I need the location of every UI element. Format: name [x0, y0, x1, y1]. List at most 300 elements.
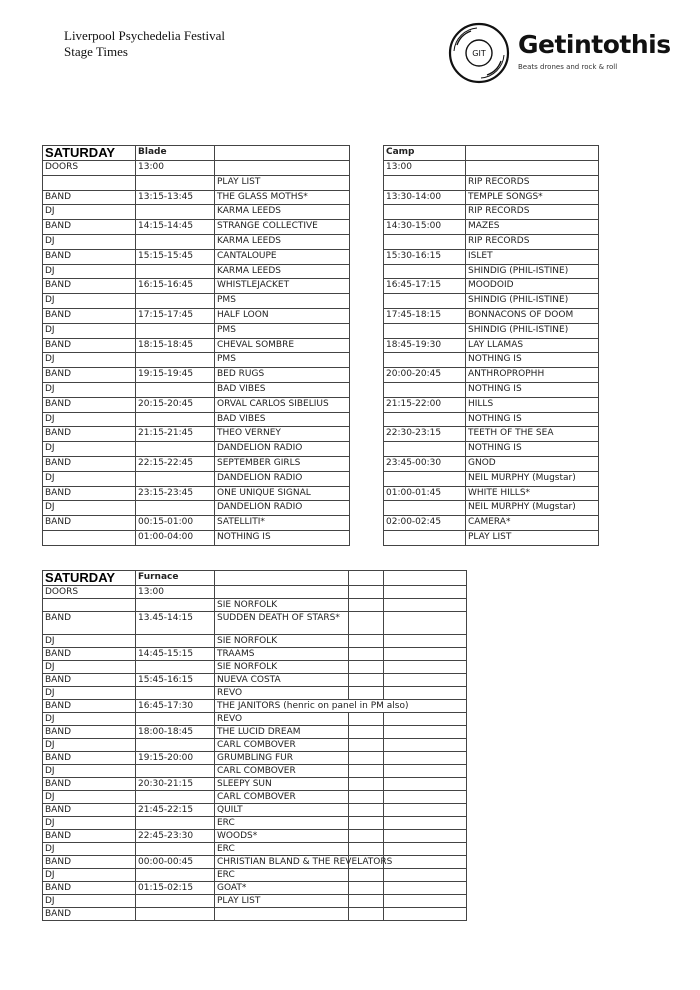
schedule-cell: WHISTLEJACKET	[215, 279, 350, 294]
schedule-cell	[384, 530, 466, 545]
empty-cell	[349, 713, 384, 726]
schedule-row	[43, 175, 350, 190]
schedule-cell	[136, 205, 215, 220]
schedule-row	[43, 648, 467, 661]
schedule-cell	[136, 791, 215, 804]
schedule-row	[43, 726, 467, 739]
schedule-row	[43, 895, 467, 908]
empty-cell	[349, 843, 384, 856]
schedule-cell: BAND	[43, 612, 136, 635]
schedule-cell: 23:45-00:30	[384, 456, 466, 471]
schedule-cell: DJ	[43, 412, 136, 427]
schedule-cell: REVO	[215, 713, 349, 726]
schedule-row	[384, 190, 599, 205]
schedule-cell: HILLS	[466, 397, 599, 412]
schedule-cell: 02:00-02:45	[384, 516, 466, 531]
schedule-cell: DANDELION RADIO	[215, 442, 350, 457]
empty-cell	[349, 674, 384, 687]
schedule-cell: BED RUGS	[215, 368, 350, 383]
schedule-cell: LAY LLAMAS	[466, 338, 599, 353]
schedule-cell: NOTHING IS	[215, 530, 350, 545]
schedule-row	[384, 427, 599, 442]
empty-cell	[349, 635, 384, 648]
schedule-row	[43, 308, 350, 323]
schedule-cell	[384, 175, 466, 190]
schedule-row	[384, 279, 599, 294]
empty-cell	[349, 778, 384, 791]
empty-cell	[349, 661, 384, 674]
schedule-cell: CARL COMBOVER	[215, 791, 349, 804]
empty-cell	[349, 765, 384, 778]
schedule-cell: 22:45-23:30	[136, 830, 215, 843]
schedule-cell: 22:30-23:15	[384, 427, 466, 442]
schedule-row	[384, 412, 599, 427]
schedule-row	[384, 368, 599, 383]
schedule-row	[43, 353, 350, 368]
schedule-row	[384, 220, 599, 235]
schedule-cell: DJ	[43, 323, 136, 338]
schedule-row	[43, 486, 350, 501]
empty-cell	[384, 869, 467, 882]
schedule-cell	[215, 161, 350, 176]
schedule-cell	[384, 234, 466, 249]
blade-stage-schedule	[42, 145, 350, 546]
schedule-cell: 23:15-23:45	[136, 486, 215, 501]
schedule-cell	[136, 323, 215, 338]
camp-stage-schedule	[383, 145, 599, 546]
schedule-cell: 01:00-01:45	[384, 486, 466, 501]
schedule-cell: BAND	[43, 456, 136, 471]
schedule-cell: NOTHING IS	[466, 382, 599, 397]
schedule-cell: BAND	[43, 752, 136, 765]
empty-cell	[384, 648, 467, 661]
schedule-cell	[43, 175, 136, 190]
schedule-cell: NOTHING IS	[466, 442, 599, 457]
schedule-cell: DJ	[43, 739, 136, 752]
schedule-row	[384, 456, 599, 471]
schedule-row	[43, 843, 467, 856]
schedule-cell: BAND	[43, 882, 136, 895]
schedule-cell	[136, 869, 215, 882]
schedule-cell	[136, 713, 215, 726]
schedule-row	[43, 220, 350, 235]
schedule-cell	[43, 599, 136, 612]
schedule-cell: RIP RECORDS	[466, 205, 599, 220]
schedule-cell	[43, 530, 136, 545]
schedule-row	[43, 586, 467, 599]
schedule-cell: NUEVA COSTA	[215, 674, 349, 687]
schedule-cell: BAND	[43, 368, 136, 383]
schedule-cell: BAND	[43, 397, 136, 412]
vinyl-record-icon	[448, 22, 510, 84]
schedule-cell: PMS	[215, 294, 350, 309]
schedule-cell: BAND	[43, 856, 136, 869]
schedule-cell: WHITE HILLS*	[466, 486, 599, 501]
schedule-row	[384, 353, 599, 368]
logo-title: Getintothis	[518, 30, 671, 59]
empty-cell	[384, 791, 467, 804]
logo-badge-text: GIT	[472, 49, 486, 58]
schedule-row	[384, 338, 599, 353]
schedule-cell: DJ	[43, 895, 136, 908]
schedule-row	[384, 234, 599, 249]
schedule-cell: CANTALOUPE	[215, 249, 350, 264]
schedule-cell: 22:15-22:45	[136, 456, 215, 471]
schedule-cell: DJ	[43, 353, 136, 368]
schedule-cell: 21:15-22:00	[384, 397, 466, 412]
empty-cell	[384, 752, 467, 765]
schedule-cell: BAND	[43, 700, 136, 713]
schedule-cell: BAND	[43, 427, 136, 442]
empty-cell	[349, 817, 384, 830]
schedule-row	[43, 700, 467, 713]
logo-tagline: Beats drones and rock & roll	[518, 63, 618, 71]
schedule-cell: DJ	[43, 713, 136, 726]
schedule-cell: KARMA LEEDS	[215, 205, 350, 220]
schedule-row	[384, 501, 599, 516]
schedule-cell: 20:15-20:45	[136, 397, 215, 412]
schedule-cell: 19:15-19:45	[136, 368, 215, 383]
schedule-cell: DJ	[43, 661, 136, 674]
schedule-cell: 16:45-17:30	[136, 700, 215, 713]
schedule-cell: 21:15-21:45	[136, 427, 215, 442]
schedule-cell: DJ	[43, 817, 136, 830]
schedule-cell: MOODOID	[466, 279, 599, 294]
schedule-cell: SHINDIG (PHIL-ISTINE)	[466, 294, 599, 309]
schedule-cell: THE LUCID DREAM	[215, 726, 349, 739]
schedule-cell: 01:15-02:15	[136, 882, 215, 895]
schedule-cell: TEETH OF THE SEA	[466, 427, 599, 442]
schedule-cell: BAND	[43, 804, 136, 817]
schedule-cell	[136, 442, 215, 457]
schedule-cell: NEIL MURPHY (Mugstar)	[466, 501, 599, 516]
schedule-cell: MAZES	[466, 220, 599, 235]
schedule-cell: DJ	[43, 264, 136, 279]
schedule-cell: ANTHROPROPHH	[466, 368, 599, 383]
schedule-cell: 20:30-21:15	[136, 778, 215, 791]
schedule-cell: 16:45-17:15	[384, 279, 466, 294]
schedule-cell: DOORS	[43, 161, 136, 176]
schedule-cell: BAND	[43, 220, 136, 235]
schedule-cell: DJ	[43, 234, 136, 249]
schedule-cell: 16:15-16:45	[136, 279, 215, 294]
schedule-cell: DOORS	[43, 586, 136, 599]
schedule-cell: BAND	[43, 338, 136, 353]
empty-cell	[384, 817, 467, 830]
schedule-cell: HALF LOON	[215, 308, 350, 323]
schedule-row	[43, 739, 467, 752]
empty-cell	[384, 843, 467, 856]
schedule-cell: DJ	[43, 205, 136, 220]
schedule-row	[43, 713, 467, 726]
schedule-row	[384, 175, 599, 190]
schedule-row	[43, 516, 350, 531]
schedule-cell	[466, 161, 599, 176]
schedule-cell: BAND	[43, 726, 136, 739]
schedule-cell: BAND	[43, 486, 136, 501]
schedule-cell: BAD VIBES	[215, 382, 350, 397]
schedule-row	[43, 765, 467, 778]
schedule-row	[43, 234, 350, 249]
schedule-cell: DJ	[43, 501, 136, 516]
empty-cell	[384, 612, 467, 635]
schedule-cell: GNOD	[466, 456, 599, 471]
schedule-row	[43, 687, 467, 700]
schedule-row	[43, 471, 350, 486]
document-header	[64, 28, 225, 60]
schedule-row	[384, 161, 599, 176]
empty-cell	[384, 765, 467, 778]
schedule-cell: WOODS*	[215, 830, 349, 843]
schedule-cell: SLEEPY SUN	[215, 778, 349, 791]
schedule-cell: BAND	[43, 674, 136, 687]
schedule-cell	[384, 501, 466, 516]
empty-cell	[349, 726, 384, 739]
schedule-cell: BAND	[43, 190, 136, 205]
schedule-row	[43, 205, 350, 220]
schedule-row	[43, 791, 467, 804]
schedule-cell	[136, 175, 215, 190]
schedule-cell: 18:15-18:45	[136, 338, 215, 353]
schedule-cell: QUILT	[215, 804, 349, 817]
schedule-cell: THE JANITORS (henric on panel in PM also)	[215, 700, 467, 713]
empty-cell	[349, 739, 384, 752]
schedule-cell: BAND	[43, 516, 136, 531]
schedule-cell: CHEVAL SOMBRE	[215, 338, 350, 353]
schedule-cell: 14:30-15:00	[384, 220, 466, 235]
schedule-cell: DANDELION RADIO	[215, 501, 350, 516]
schedule-row	[43, 382, 350, 397]
schedule-cell: 14:45-15:15	[136, 648, 215, 661]
schedule-cell: REVO	[215, 687, 349, 700]
empty-cell	[349, 752, 384, 765]
schedule-cell	[136, 234, 215, 249]
schedule-cell	[384, 323, 466, 338]
schedule-row	[43, 264, 350, 279]
schedule-cell: THE GLASS MOTHS*	[215, 190, 350, 205]
schedule-cell: PLAY LIST	[215, 175, 350, 190]
schedule-cell	[384, 442, 466, 457]
schedule-cell: DJ	[43, 382, 136, 397]
schedule-row	[43, 752, 467, 765]
schedule-cell	[136, 765, 215, 778]
schedule-cell: BAND	[43, 778, 136, 791]
schedule-cell: SIE NORFOLK	[215, 599, 349, 612]
schedule-cell	[136, 471, 215, 486]
schedule-cell: ERC	[215, 869, 349, 882]
schedule-cell: DJ	[43, 471, 136, 486]
schedule-cell: DANDELION RADIO	[215, 471, 350, 486]
schedule-row	[43, 530, 350, 545]
schedule-row	[43, 804, 467, 817]
schedule-cell: 21:45-22:15	[136, 804, 215, 817]
empty-cell	[384, 599, 467, 612]
empty-cell	[384, 674, 467, 687]
schedule-cell: BONNACONS OF DOOM	[466, 308, 599, 323]
schedule-cell: PLAY LIST	[215, 895, 349, 908]
schedule-row	[384, 382, 599, 397]
schedule-cell: BAND	[43, 308, 136, 323]
schedule-cell: CARL COMBOVER	[215, 765, 349, 778]
schedule-cell: DJ	[43, 843, 136, 856]
schedule-cell: 17:45-18:15	[384, 308, 466, 323]
schedule-cell: DJ	[43, 635, 136, 648]
schedule-cell: ERC	[215, 843, 349, 856]
schedule-cell: 18:00-18:45	[136, 726, 215, 739]
schedule-cell: TRAAMS	[215, 648, 349, 661]
schedule-row	[384, 308, 599, 323]
schedule-cell: SUDDEN DEATH OF STARS*	[215, 612, 349, 635]
schedule-cell: PLAY LIST	[466, 530, 599, 545]
schedule-cell	[384, 205, 466, 220]
schedule-cell: NOTHING IS	[466, 353, 599, 368]
document-subtitle: Stage Times	[64, 44, 128, 59]
empty-cell	[349, 869, 384, 882]
empty-cell	[384, 713, 467, 726]
schedule-cell	[384, 353, 466, 368]
schedule-row	[384, 486, 599, 501]
schedule-cell	[136, 843, 215, 856]
schedule-cell	[215, 586, 349, 599]
schedule-row	[43, 427, 350, 442]
schedule-cell	[136, 661, 215, 674]
schedule-row	[43, 501, 350, 516]
schedule-row	[43, 778, 467, 791]
schedule-row	[384, 530, 599, 545]
schedule-cell: SHINDIG (PHIL-ISTINE)	[466, 264, 599, 279]
empty-cell	[384, 908, 467, 921]
stage-name: Furnace	[136, 571, 215, 586]
schedule-cell	[384, 264, 466, 279]
schedule-cell: NOTHING IS	[466, 412, 599, 427]
schedule-cell: 20:00-20:45	[384, 368, 466, 383]
schedule-row	[384, 294, 599, 309]
schedule-row	[384, 471, 599, 486]
schedule-cell: BAND	[43, 908, 136, 921]
schedule-cell: DJ	[43, 294, 136, 309]
schedule-cell: BAND	[43, 279, 136, 294]
schedule-cell: RIP RECORDS	[466, 175, 599, 190]
empty-cell	[384, 778, 467, 791]
schedule-cell: 00:00-00:45	[136, 856, 215, 869]
schedule-cell: PMS	[215, 323, 350, 338]
empty-cell	[349, 830, 384, 843]
empty-cell	[349, 895, 384, 908]
schedule-cell: BAND	[43, 648, 136, 661]
schedule-cell: 17:15-17:45	[136, 308, 215, 323]
schedule-cell: DJ	[43, 869, 136, 882]
schedule-cell: KARMA LEEDS	[215, 234, 350, 249]
schedule-cell: GRUMBLING FUR	[215, 752, 349, 765]
schedule-row	[43, 661, 467, 674]
empty-cell	[349, 586, 384, 599]
schedule-cell	[136, 353, 215, 368]
schedule-row	[43, 830, 467, 843]
schedule-cell: CHRISTIAN BLAND & THE REVELATORS	[215, 856, 349, 869]
schedule-cell: 15:15-15:45	[136, 249, 215, 264]
empty-cell	[384, 687, 467, 700]
stage-name: Camp	[384, 146, 466, 161]
schedule-cell: CAMERA*	[466, 516, 599, 531]
empty-cell	[349, 791, 384, 804]
empty-cell	[349, 612, 384, 635]
schedule-row	[43, 412, 350, 427]
schedule-cell: ISLET	[466, 249, 599, 264]
day-heading: SATURDAY	[43, 146, 136, 161]
schedule-row	[384, 264, 599, 279]
schedule-cell: DJ	[43, 687, 136, 700]
schedule-cell: BAND	[43, 249, 136, 264]
schedule-cell	[384, 382, 466, 397]
schedule-cell: KARMA LEEDS	[215, 264, 350, 279]
schedule-row	[43, 599, 467, 612]
schedule-row	[43, 612, 467, 635]
empty-cell	[384, 856, 467, 869]
festival-title: Liverpool Psychedelia Festival	[64, 28, 226, 43]
schedule-cell: 15:45-16:15	[136, 674, 215, 687]
schedule-cell	[136, 817, 215, 830]
schedule-cell: STRANGE COLLECTIVE	[215, 220, 350, 235]
schedule-cell: SIE NORFOLK	[215, 635, 349, 648]
schedule-cell	[136, 739, 215, 752]
schedule-row	[43, 249, 350, 264]
schedule-cell: 15:30-16:15	[384, 249, 466, 264]
schedule-row	[384, 442, 599, 457]
schedule-cell	[136, 264, 215, 279]
schedule-row	[43, 294, 350, 309]
schedule-row	[43, 456, 350, 471]
schedule-cell: TEMPLE SONGS*	[466, 190, 599, 205]
schedule-row	[43, 190, 350, 205]
schedule-row	[43, 908, 467, 921]
empty-cell	[384, 635, 467, 648]
day-heading: SATURDAY	[43, 571, 136, 586]
schedule-row	[43, 635, 467, 648]
empty-cell	[349, 687, 384, 700]
stage-name: Blade	[136, 146, 215, 161]
empty-cell	[384, 895, 467, 908]
schedule-cell: 13:30-14:00	[384, 190, 466, 205]
schedule-row	[43, 856, 467, 869]
schedule-row	[43, 674, 467, 687]
schedule-row	[384, 205, 599, 220]
schedule-cell: 13:00	[384, 161, 466, 176]
schedule-cell	[215, 908, 349, 921]
schedule-cell: ONE UNIQUE SIGNAL	[215, 486, 350, 501]
schedule-cell	[136, 635, 215, 648]
schedule-row	[43, 817, 467, 830]
schedule-cell	[136, 501, 215, 516]
schedule-cell: DJ	[43, 791, 136, 804]
schedule-cell: GOAT*	[215, 882, 349, 895]
schedule-cell: 00:15-01:00	[136, 516, 215, 531]
empty-cell	[384, 830, 467, 843]
schedule-cell: SEPTEMBER GIRLS	[215, 456, 350, 471]
schedule-row	[384, 516, 599, 531]
schedule-cell	[384, 412, 466, 427]
empty-cell	[349, 908, 384, 921]
schedule-row	[43, 368, 350, 383]
schedule-cell	[136, 687, 215, 700]
schedule-row	[43, 882, 467, 895]
schedule-cell	[136, 412, 215, 427]
schedule-row	[43, 869, 467, 882]
schedule-cell: SATELLITI*	[215, 516, 350, 531]
schedule-cell: PMS	[215, 353, 350, 368]
schedule-cell: BAD VIBES	[215, 412, 350, 427]
schedule-cell: ORVAL CARLOS SIBELIUS	[215, 397, 350, 412]
schedule-cell: SHINDIG (PHIL-ISTINE)	[466, 323, 599, 338]
